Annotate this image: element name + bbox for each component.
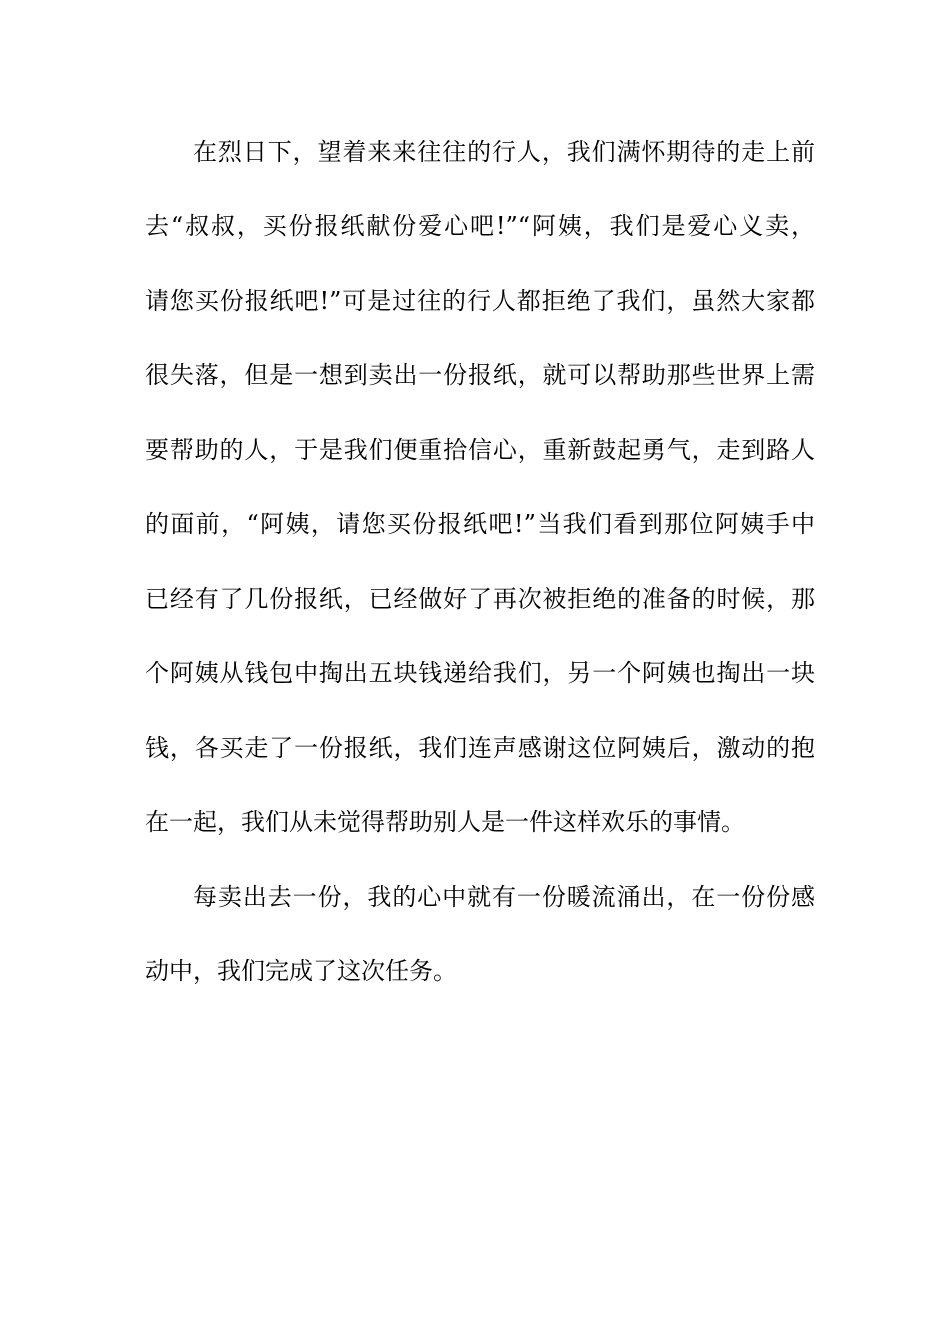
text-line: 要帮助的人，于是我们便重拾信心，重新鼓起勇气，走到路人 — [145, 436, 815, 464]
text-line: 个阿姨从钱包中掏出五块钱递给我们，另一个阿姨也掏出一块 — [145, 659, 815, 687]
text-line: 动中，我们完成了这次任务。 — [145, 957, 457, 985]
text-line: 已经有了几份报纸，已经做好了再次被拒绝的准备的时候，那 — [145, 585, 815, 613]
text-line: 每卖出去一份，我的心中就有一份暖流涌出，在一份份感 — [193, 883, 815, 911]
text-line: 的面前，“阿姨，请您买份报纸吧!”当我们看到那位阿姨手中 — [145, 510, 815, 538]
text-line: 很失落，但是一想到卖出一份报纸，就可以帮助那些世界上需 — [145, 361, 815, 389]
text-line: 请您买份报纸吧!”可是过往的行人都拒绝了我们，虽然大家都 — [145, 287, 815, 315]
text-line: 在烈日下，望着来来往往的行人，我们满怀期待的走上前 — [193, 138, 815, 166]
text-line: 在一起，我们从未觉得帮助别人是一件这样欢乐的事情。 — [145, 808, 745, 836]
text-line: 钱，各买走了一份报纸，我们连声感谢这位阿姨后，激动的抱 — [145, 734, 815, 762]
text-line: 去“叔叔，买份报纸献份爱心吧!”“阿姨，我们是爱心义卖， — [145, 212, 815, 240]
